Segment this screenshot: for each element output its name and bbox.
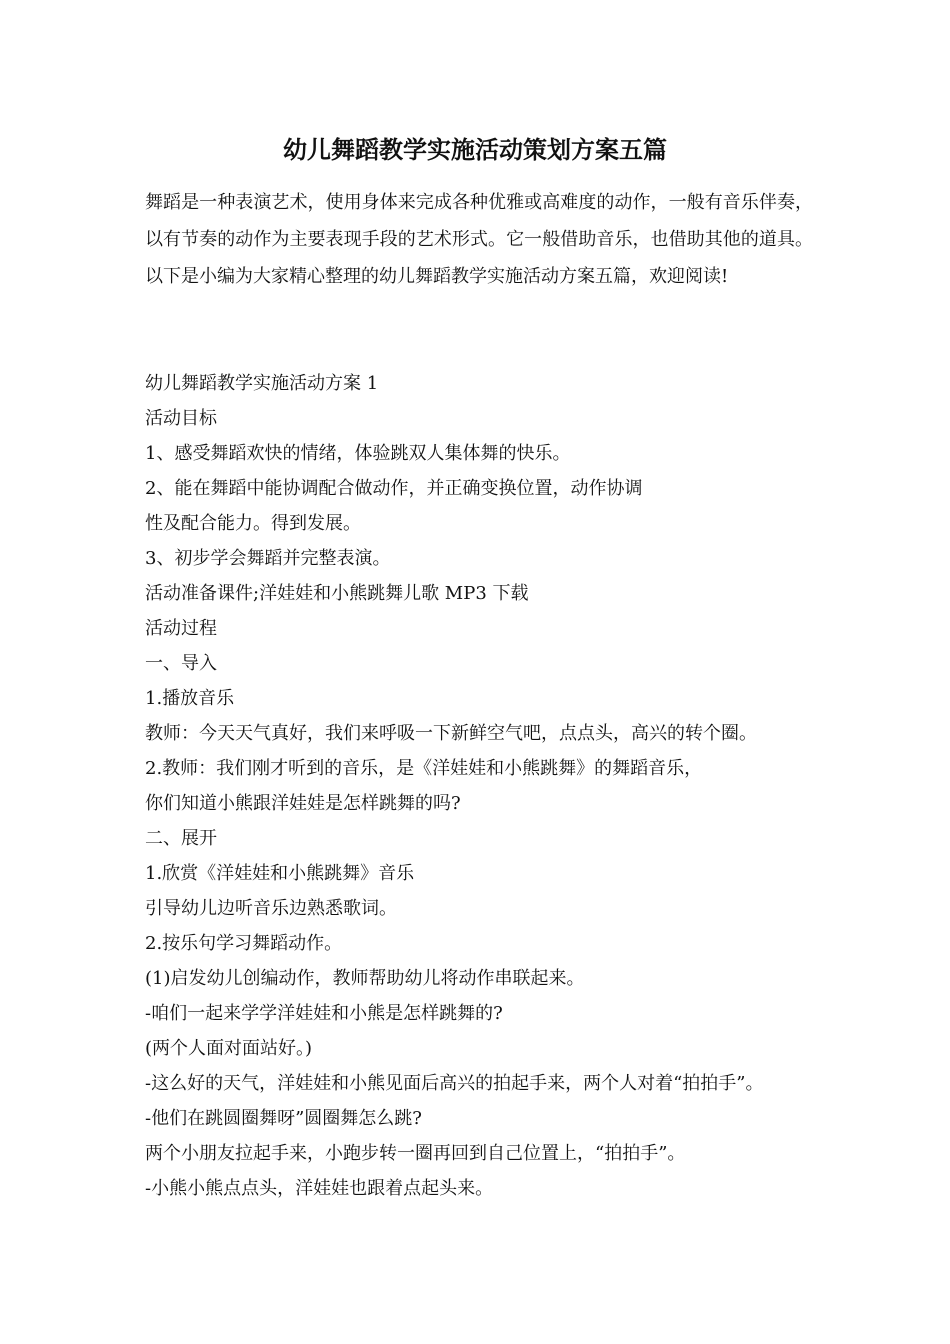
text-line: 3、初步学会舞蹈并完整表演。 <box>145 548 391 569</box>
text-line: 活动准备课件;洋娃娃和小熊跳舞儿歌 MP3 下载 <box>145 583 529 604</box>
text-line: 一、导入 <box>145 653 217 674</box>
text-line: 引导幼儿边听音乐边熟悉歌词。 <box>145 898 397 919</box>
text-line: -咱们一起来学学洋娃娃和小熊是怎样跳舞的? <box>145 1003 503 1024</box>
body-lines <box>145 366 845 1206</box>
text-line: 教师：今天天气真好，我们来呼吸一下新鲜空气吧，点点头，高兴的转个圈。 <box>145 723 757 744</box>
text-line: 1.播放音乐 <box>145 688 235 709</box>
text-line: 性及配合能力。得到发展。 <box>145 513 361 534</box>
text-line: 你们知道小熊跟洋娃娃是怎样跳舞的吗? <box>145 793 461 814</box>
document-title: 幼儿舞蹈教学实施活动策划方案五篇 <box>283 135 667 164</box>
intro-paragraph: 舞蹈是一种表演艺术，使用身体来完成各种优雅或高难度的动作，一般有音乐伴奏，以有节奏的动作为主要表现手段的艺术形式。它一般借助音乐，也借助其他的道具。以下是小编为大家精心整理的幼儿舞蹈教学实施活动方案五篇，欢迎阅读! <box>145 192 813 287</box>
text-line: (两个人面对面站好。) <box>145 1038 313 1059</box>
text-line: 2.教师：我们刚才听到的音乐，是《洋娃娃和小熊跳舞》的舞蹈音乐， <box>145 758 703 779</box>
text-line: -他们在跳圆圈舞呀”圆圈舞怎么跳? <box>145 1108 422 1129</box>
text-line: 1.欣赏《洋娃娃和小熊跳舞》音乐 <box>145 863 415 884</box>
text-line: 两个小朋友拉起手来，小跑步转一圈再回到自己位置上，“拍拍手”。 <box>145 1143 686 1164</box>
text-line: -小熊小熊点点头，洋娃娃也跟着点起头来。 <box>145 1178 494 1199</box>
text-line: 活动过程 <box>145 618 217 639</box>
section-heading: 幼儿舞蹈教学实施活动方案 1 <box>145 373 379 394</box>
text-line: 2.按乐句学习舞蹈动作。 <box>145 933 343 954</box>
text-line: 2、能在舞蹈中能协调配合做动作，并正确变换位置，动作协调 <box>145 478 643 499</box>
text-line: (1)启发幼儿创编动作，教师帮助幼儿将动作串联起来。 <box>145 968 585 989</box>
text-line: 1、感受舞蹈欢快的情绪，体验跳双人集体舞的快乐。 <box>145 443 571 464</box>
text-line: 活动目标 <box>145 408 217 429</box>
text-line: 二、展开 <box>145 828 217 849</box>
text-line: -这么好的天气，洋娃娃和小熊见面后高兴的拍起手来，两个人对着“拍拍手”。 <box>145 1073 764 1094</box>
